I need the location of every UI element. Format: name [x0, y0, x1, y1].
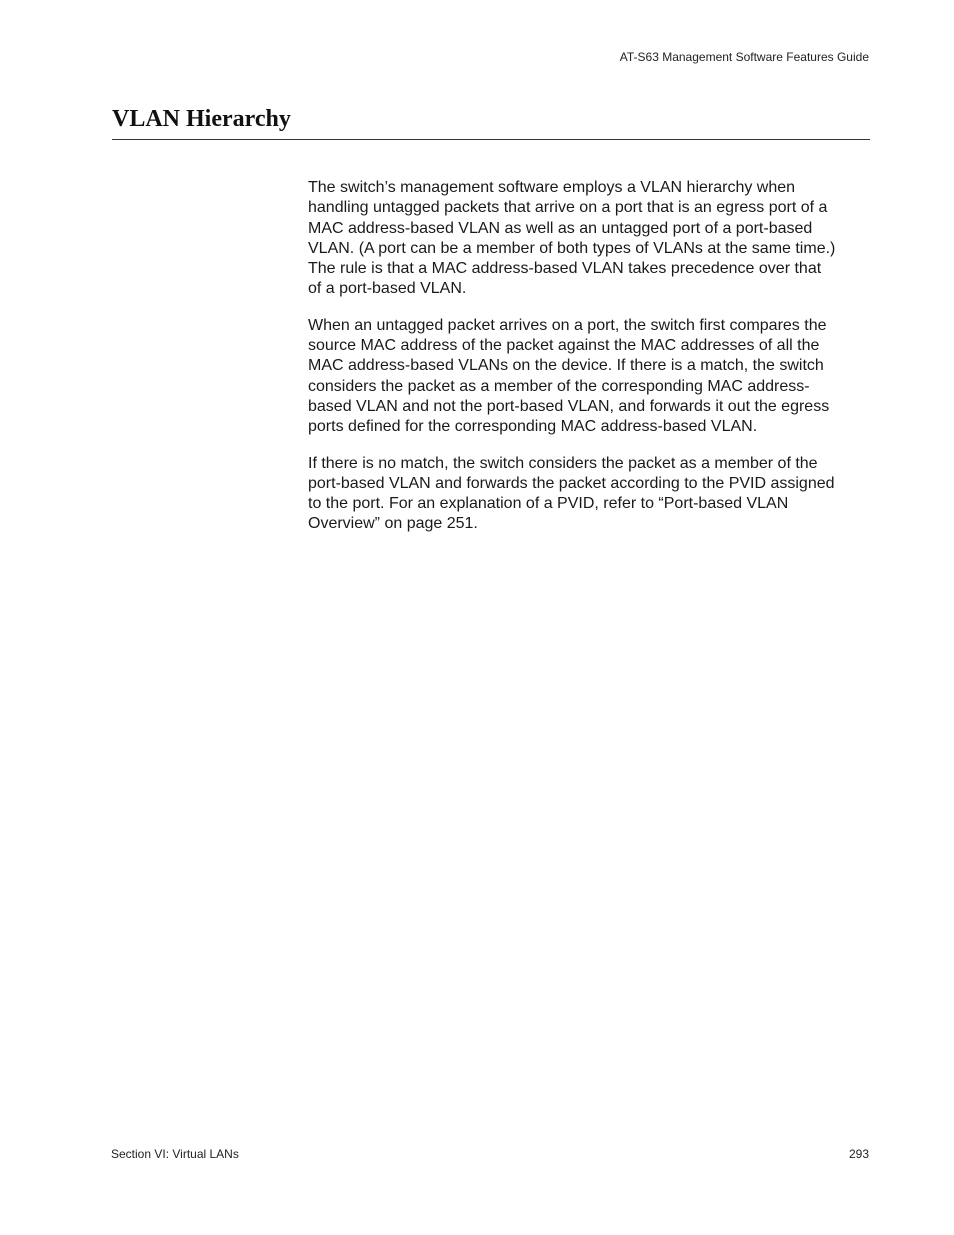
paragraph-untagged-packet-matching: When an untagged packet arrives on a port, the switch first compares the source MAC address of the packet against the MAC addresses of all the MAC address-based VLANs on the device. If there is a match, the switch considers the packet as a member of the corresponding MAC address- based VLAN and not the port-based VLAN, and forwards it out the egress ports defined for the corresponding MAC address-based VLAN. — [308, 316, 830, 436]
title-rule — [112, 139, 870, 140]
paragraph-no-match-pvid: If there is no match, the switch considers the packet as a member of the port-based VLAN and forwards the packet according to the PVID assigned to the port. For an explanation of a PVID, refer to “Port-based VLAN Overview” on page 251. — [308, 454, 835, 533]
footer-section-label: Section VI: Virtual LANs — [111, 1147, 239, 1161]
running-header: AT-S63 Management Software Features Guide — [619, 50, 869, 64]
paragraph-vlan-hierarchy-intro: The switch’s management software employs a VLAN hierarchy when handling untagged packets that arrive on a port that is an egress port of a MAC address-based VLAN as well as an untagged port of a port-based VLAN. (A port can be a member of both types of VLANs at the same time.) The rule is that a MAC address-based VLAN takes precedence over that of a port-based VLAN. — [308, 179, 836, 298]
section-title: VLAN Hierarchy — [112, 106, 291, 132]
body-text — [308, 178, 870, 551]
footer-page-number: 293 — [848, 1147, 869, 1161]
